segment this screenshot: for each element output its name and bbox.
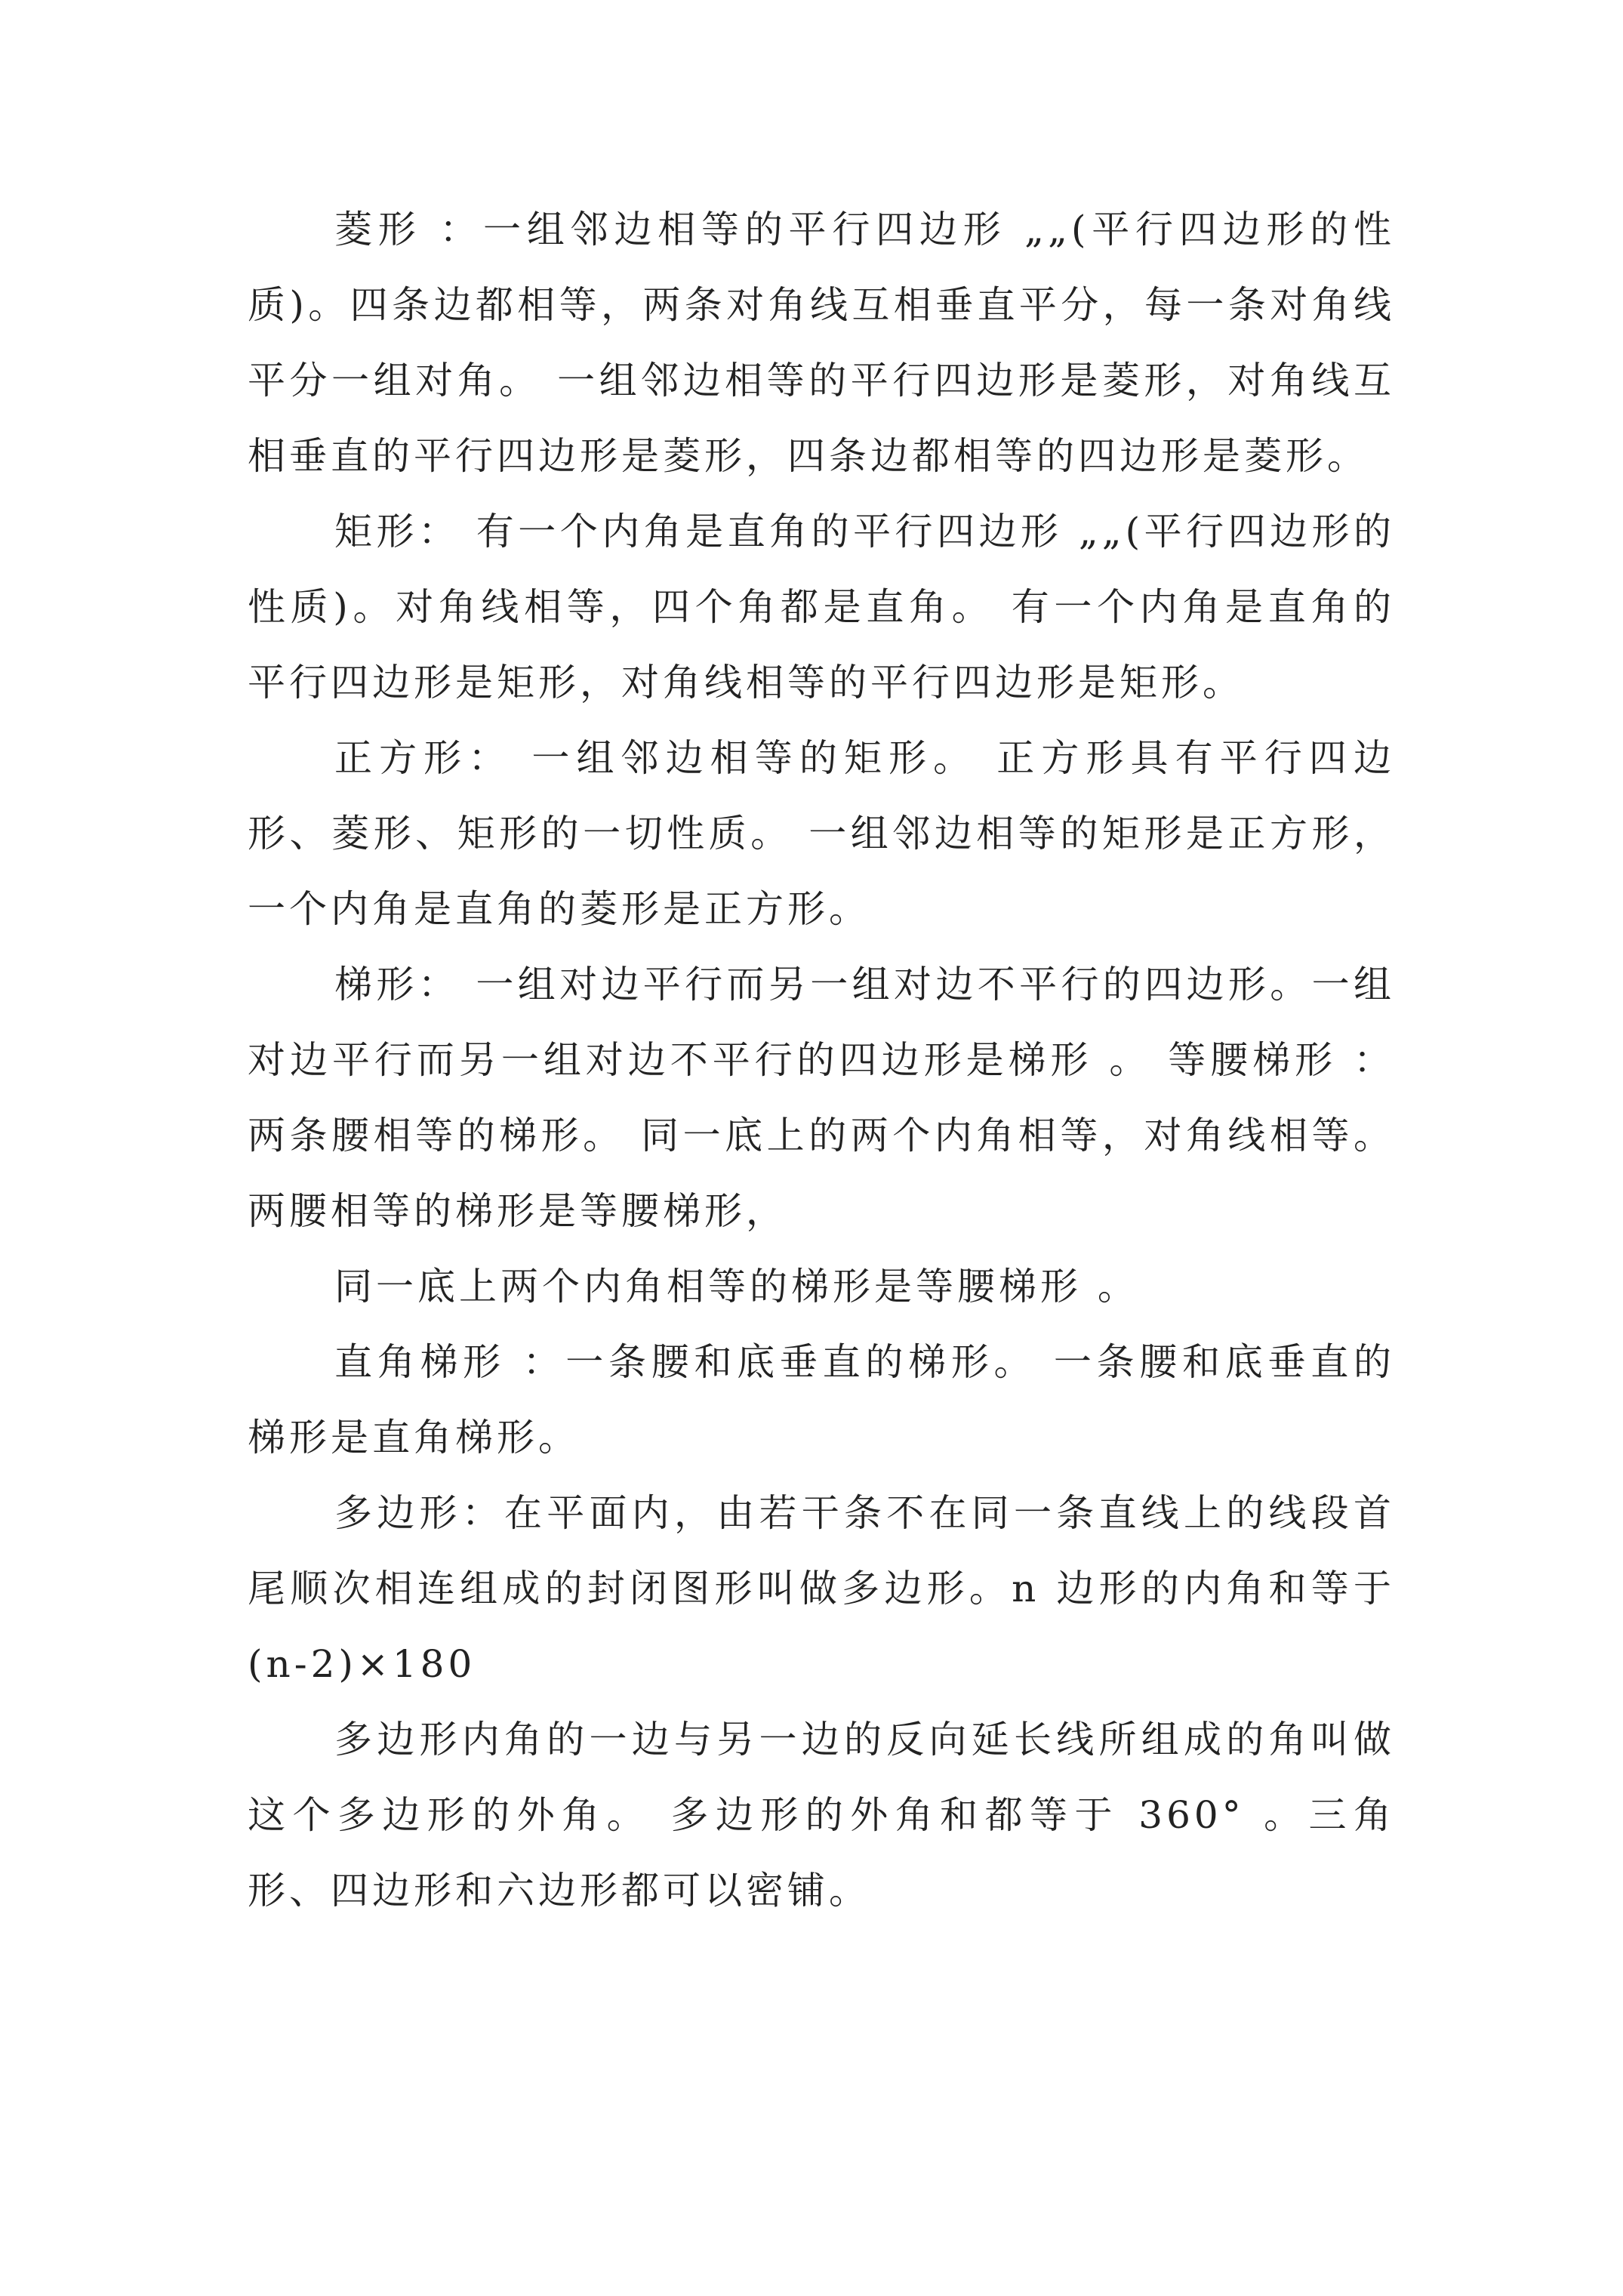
paragraph-trapezoid: 梯形： 一组对边平行而另一组对边不平行的四边形。一组对边平行而另一组对边不平行的四边形是梯形 。 等腰梯形 ：两条腰相等的梯形。 同一底上的两个内角相等，对角线相等。 两腰相等的梯形是等腰梯形， — [248, 963, 1395, 1233]
paragraph-square: 正方形： 一组邻边相等的矩形。 正方形具有平行四边形、菱形、矩形的一切性质。 一组邻边相等的矩形是正方形，一个内角是直角的菱形是正方形。 — [248, 736, 1395, 931]
paragraph-right-trapezoid: 直角梯形 ：一条腰和底垂直的梯形。 一条腰和底垂直的梯形是直角梯形。 — [248, 1340, 1395, 1459]
paragraph-polygon: 多边形：在平面内，由若干条不在同一条直线上的线段首尾顺次相连组成的封闭图形叫做多边形。n 边形的内角和等于(n-2)×180 — [248, 1491, 1395, 1686]
paragraph-rhombus: 菱形 ：一组邻边相等的平行四边形 „„(平行四边形的性质)。四条边都相等，两条对角线互相垂直平分，每一条对角线平分一组对角。 一组邻边相等的平行四边形是菱形，对角线互相垂直的平行四边形是菱形，四条边都相等的四边形是菱形。 — [248, 208, 1395, 478]
body-text — [248, 192, 1395, 1928]
paragraph-rectangle: 矩形： 有一个内角是直角的平行四边形 „„(平行四边形的性质)。对角线相等，四个角都是直角。 有一个内角是直角的平行四边形是矩形，对角线相等的平行四边形是矩形。 — [248, 510, 1395, 704]
paragraph-isosceles-trapezoid: 同一底上两个内角相等的梯形是等腰梯形 。 — [334, 1265, 1139, 1308]
paragraph-exterior-angle: 多边形内角的一边与另一边的反向延长线所组成的角叫做这个多边形的外角。 多边形的外角和都等于 360° 。三角形、四边形和六边形都可以密铺。 — [248, 1718, 1395, 1912]
